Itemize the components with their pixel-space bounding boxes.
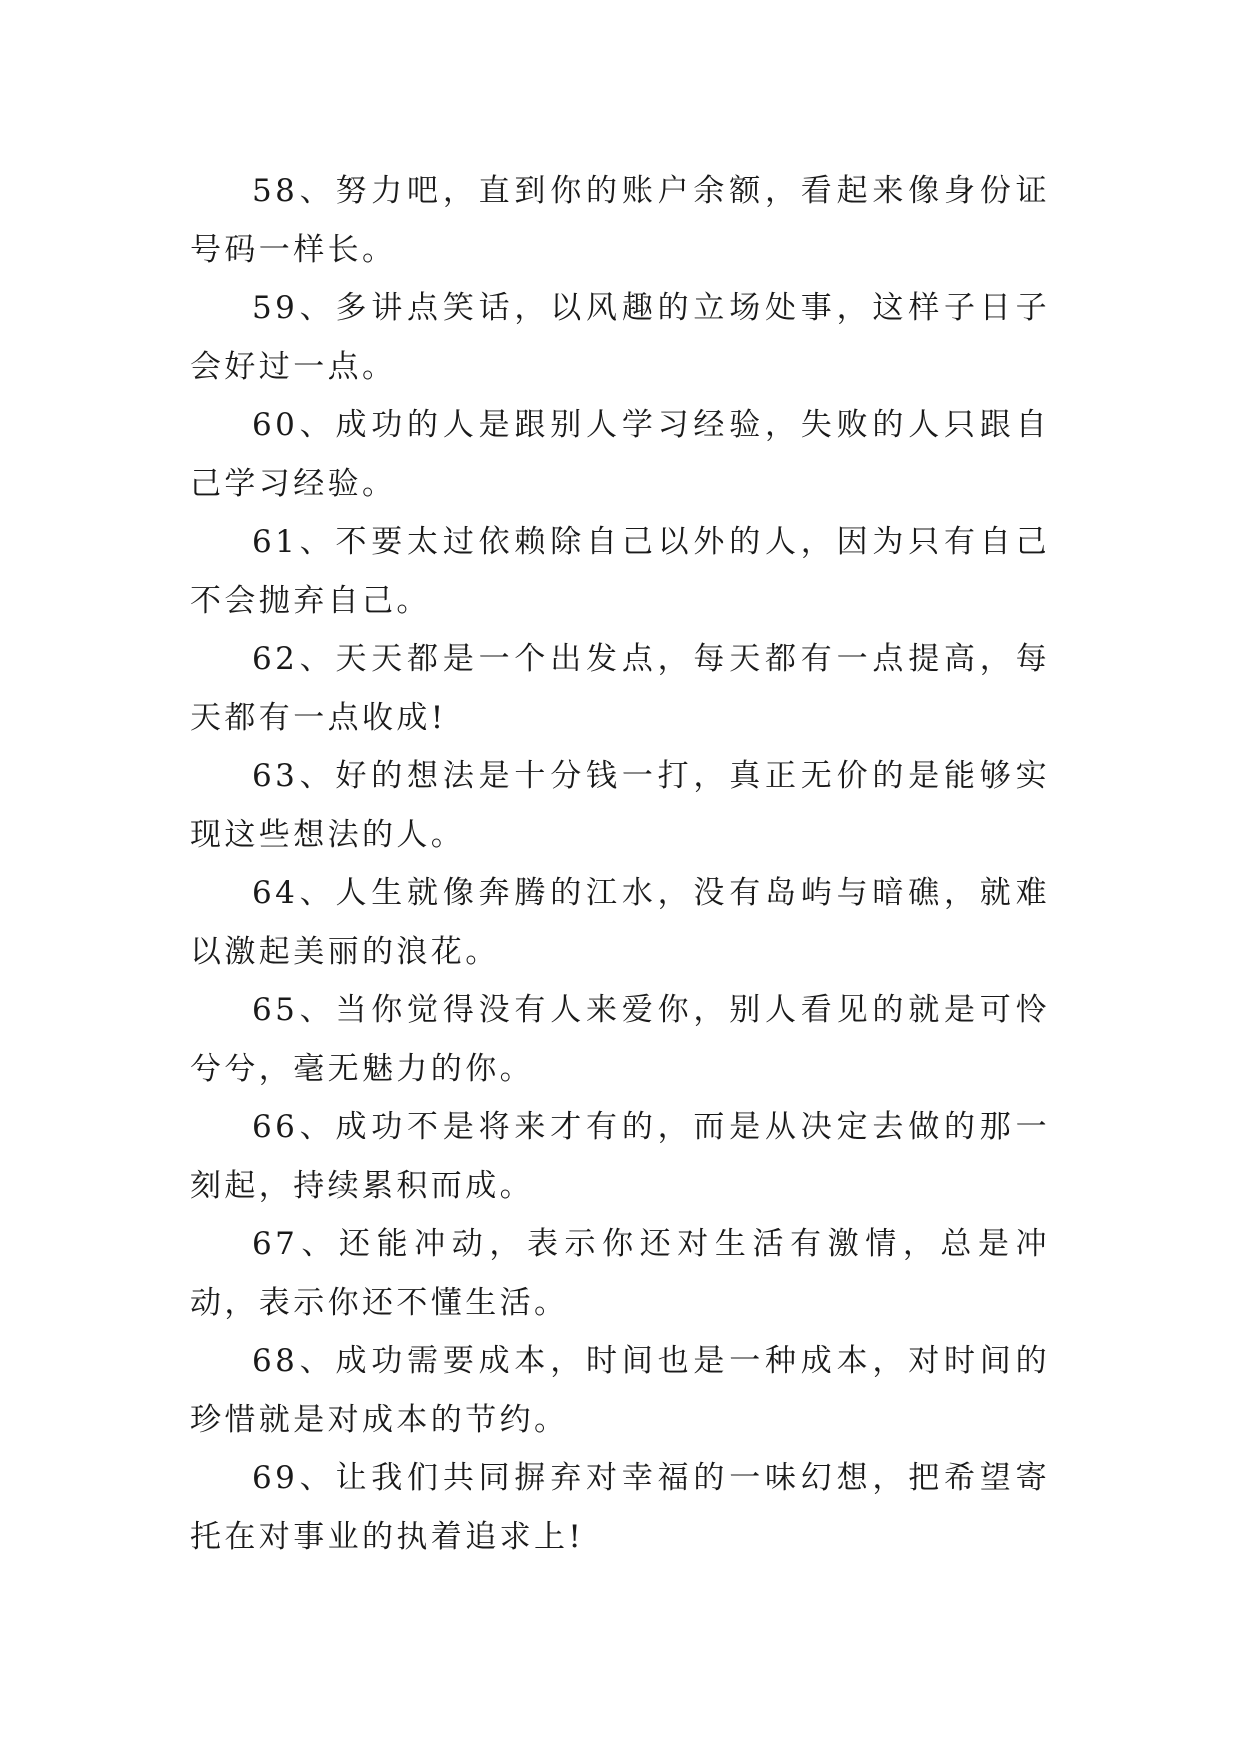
list-item: 64、人生就像奔腾的江水，没有岛屿与暗礁，就难以激起美丽的浪花。 — [190, 875, 1050, 970]
list-item: 60、成功的人是跟别人学习经验，失败的人只跟自己学习经验。 — [190, 407, 1050, 502]
list-item: 68、成功需要成本，时间也是一种成本，对时间的珍惜就是对成本的节约。 — [190, 1343, 1050, 1438]
list-item: 69、让我们共同摒弃对幸福的一味幻想，把希望寄托在对事业的执着追求上! — [190, 1460, 1050, 1555]
list-item: 61、不要太过依赖除自己以外的人，因为只有自己不会抛弃自己。 — [190, 524, 1050, 619]
list-item: 59、多讲点笑话，以风趣的立场处事，这样子日子会好过一点。 — [190, 290, 1050, 385]
document-body — [190, 162, 1050, 1566]
list-item: 67、还能冲动，表示你还对生活有激情，总是冲动，表示你还不懂生活。 — [190, 1226, 1050, 1321]
list-item: 66、成功不是将来才有的，而是从决定去做的那一刻起，持续累积而成。 — [190, 1109, 1050, 1204]
list-item: 65、当你觉得没有人来爱你，别人看见的就是可怜兮兮，毫无魅力的你。 — [190, 992, 1050, 1087]
list-item: 63、好的想法是十分钱一打，真正无价的是能够实现这些想法的人。 — [190, 758, 1050, 853]
list-item: 58、努力吧，直到你的账户余额，看起来像身份证号码一样长。 — [190, 173, 1050, 268]
list-item: 62、天天都是一个出发点，每天都有一点提高，每天都有一点收成! — [190, 641, 1050, 736]
